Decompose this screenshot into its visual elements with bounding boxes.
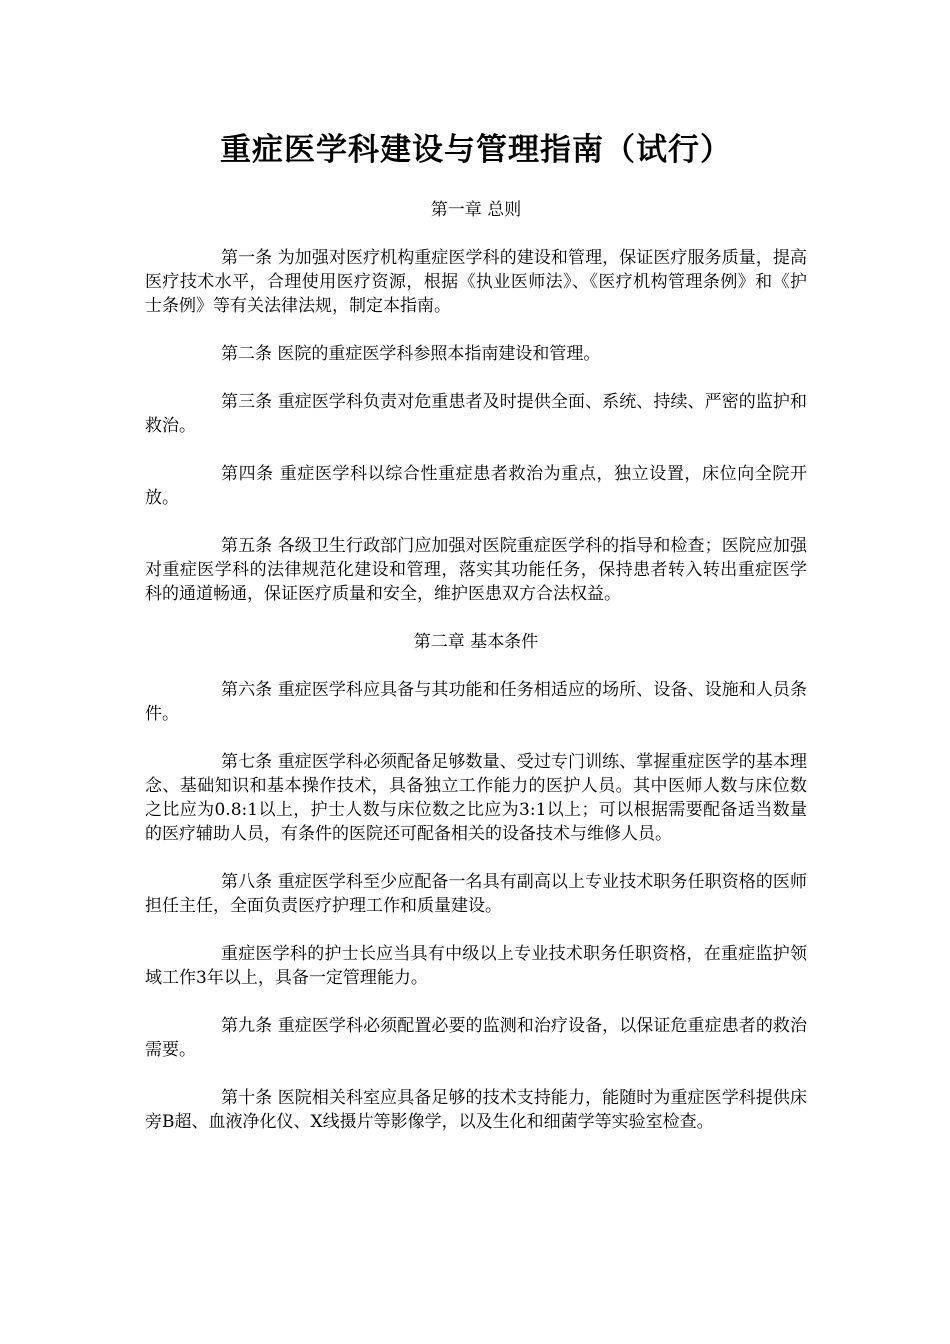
article-4: 第四条 重症医学科以综合性重症患者救治为重点，独立设置，床位向全院开放。 <box>145 464 807 508</box>
article-10: 第十条 医院相关科室应具备足够的技术支持能力，能随时为重症医学科提供床旁B超、血液净化仪、X线摄片等影像学，以及生化和细菌学等实验室检查。 <box>145 1088 807 1132</box>
article-9: 第九条 重症医学科必须配置必要的监测和治疗设备，以保证危重症患者的救治需要。 <box>145 1016 807 1060</box>
article-1: 第一条 为加强对医疗机构重症医学科的建设和管理，保证医疗服务质量，提高医疗技术水平，合理使用医疗资源，根据《执业医师法》、《医疗机构管理条例》和《护士条例》等有关法律法规，制定本指南。 <box>145 248 807 316</box>
document-page <box>145 128 807 1134</box>
article-2: 第二条 医院的重症医学科参照本指南建设和管理。 <box>221 344 601 364</box>
article-8: 第八条 重症医学科至少应配备一名具有副高以上专业技术职务任职资格的医师担任主任，全面负责医疗护理工作和质量建设。 <box>145 872 807 916</box>
article-8-head-nurse: 重症医学科的护士长应当具有中级以上专业技术职务任职资格，在重症监护领域工作3年以上，具备一定管理能力。 <box>145 944 807 988</box>
chapter-heading-1: 第一章 总则 <box>430 200 522 220</box>
article-7: 第七条 重症医学科必须配备足够数量、受过专门训练、掌握重症医学的基本理念、基础知识和基本操作技术，具备独立工作能力的医护人员。其中医师人数与床位数之比应为0.8:1以上，护士人数与床位数之比应为3:1以上；可以根据需要配备适当数量的医疗辅助人员，有条件的医院还可配备相关的设备技术与维修人员。 <box>145 752 807 844</box>
document-title: 重症医学科建设与管理指南（试行） <box>220 132 732 168</box>
article-6: 第六条 重症医学科应具备与其功能和任务相适应的场所、设备、设施和人员条件。 <box>145 680 807 724</box>
article-3: 第三条 重症医学科负责对危重患者及时提供全面、系统、持续、严密的监护和救治。 <box>145 392 807 436</box>
article-5: 第五条 各级卫生行政部门应加强对医院重症医学科的指导和检查；医院应加强对重症医学科的法律规范化建设和管理，落实其功能任务，保持患者转入转出重症医学科的通道畅通，保证医疗质量和安全，维护医患双方合法权益。 <box>145 536 807 604</box>
chapter-heading-2: 第二章 基本条件 <box>413 632 539 652</box>
